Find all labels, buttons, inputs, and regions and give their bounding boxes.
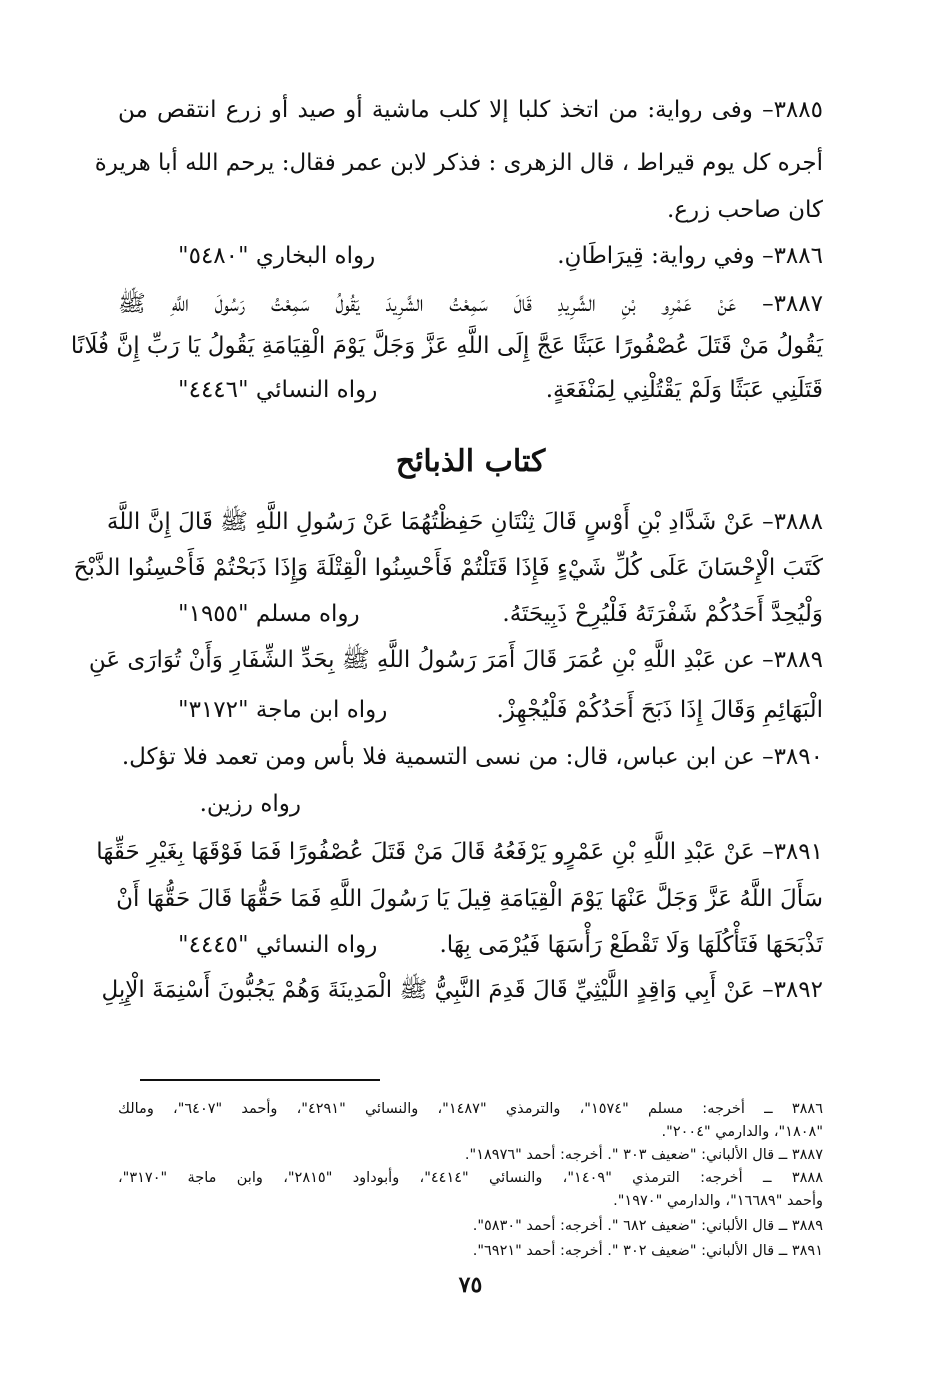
hadith-3885-line-1: ٣٨٨٥– وفى رواية: من اتخذ كلبا إلا كلب ماشية أو صيد أو زرع انتقص من (118, 97, 823, 123)
hadith-3888-line-2: كَتَبَ الْإِحْسَانَ عَلَى كُلِّ شَيْءٍ فَإِذَا قَتَلْتُمْ فَأَحْسِنُوا الْقِتْلَةَ وَإِذَا ذَبَحْتُمْ فَأَحْسِنُوا الذَّبْحَ (73, 555, 823, 581)
hadith-3888-source: رواه مسلم "١٩٥٥" (178, 601, 360, 627)
footnote-3889: ٣٨٨٩ ــ قال الألباني: "ضعيف ٦٨٢ ". أخرجه: أحمد "٥٨٣٠". (472, 1218, 823, 1234)
hadith-3891-line-3: تَذْبَحَهَا فَتَأْكُلَهَا وَلَا تَقْطَعْ رَأْسَهَا فَيُرْمَى بِهَا. رواه النسائي "٤٤٤٥" (118, 925, 823, 965)
chapter-title: كتاب الذبائح (395, 444, 546, 479)
hadith-3891-line-1: ٣٨٩١– عَنْ عَبْدِ اللَّهِ بْنِ عَمْرٍو يَرْفَعُهُ قَالَ مَنْ قَتَلَ عُصْفُورًا فَمَا فَوْقَهَا بِغَيْرِ حَقِّهَا (96, 839, 823, 865)
footnote-3888-line-2: وأحمد "١٦٦٨٩"، والدارمي "١٩٧٠". (613, 1193, 823, 1209)
hadith-3887-line-2: يَقُولُ مَنْ قَتَلَ عُصْفُورًا عَبَثًا عَجَّ إِلَى اللَّهِ عَزَّ وَجَلَّ يَوْمَ الْقِيَامَةِ يَقُولُ يَا رَبِّ إِنَّ فُلَانًا (70, 333, 823, 359)
hadith-3886-line-1: ٣٨٨٦– وفي رواية: قِيرَاطَانِ. رواه البخاري "٥٤٨٠" (118, 236, 823, 276)
hadith-3887-source: رواه النسائي "٤٤٤٦" (178, 377, 378, 403)
footnote-3891: ٣٨٩١ ــ قال الألباني: "ضعيف ٣٠٢ ". أخرجه: أحمد "٦٩٢١". (472, 1243, 823, 1259)
footnote-3887: ٣٨٨٧ ــ قال الألباني: "ضعيف ٣٠٣ ". أخرجه: أحمد "١٨٩٧٦". (464, 1147, 823, 1163)
hadith-3888-line-1: ٣٨٨٨– عَنْ شَدَّادِ بْنِ أَوْسٍ قَالَ ثِنْتَانِ حَفِظْتُهُمَا عَنْ رَسُولِ اللَّهِ ﷺ قَالَ إِنَّ اللَّهَ (106, 509, 823, 535)
hadith-3888-line-3: وَلْيُحِدَّ أَحَدُكُمْ شَفْرَتَهُ فَلْيُرِحْ ذَبِيحَتَهُ. رواه مسلم "١٩٥٥" (118, 594, 823, 634)
page-number: ٧٥ (458, 1272, 483, 1298)
footnote-3886-line-1: ٣٨٨٦ ــ أخرجه: مسلم "١٥٧٤"، والترمذي "١٤٨٧"، والنسائي "٤٢٩١"، وأحمد "٦٤٠٧"، ومالك (118, 1101, 823, 1117)
hadith-3885-line-2: أجره كل يوم قيراط ، قال الزهرى : فذكر لابن عمر فقال: يرحم الله أبا هريرة (94, 150, 823, 176)
footnote-3886-line-2: "١٨٠٨"، والدارمي "٢٠٠٤". (661, 1124, 823, 1140)
hadith-3889-line-1: ٣٨٨٩– عن عَبْدِ اللَّهِ بْنِ عُمَرَ قَالَ أَمَرَ رَسُولُ اللَّهِ ﷺ بِحَدِّ الشِّفَارِ وَأَنْ تُوَارَى عَنِ (88, 647, 823, 673)
hadith-3890-source: رواه رزين. (199, 791, 301, 817)
hadith-3887-line-3: قَتَلَنِي عَبَثًا وَلَمْ يَقْتُلْنِي لِمَنْفَعَةٍ. رواه النسائي "٤٤٤٦" (118, 370, 823, 410)
footnote-3888-line-1: ٣٨٨٨ ــ أخرجه: الترمذي "١٤٠٩"، والنسائي "٤٤١٤"، وأبوداود "٢٨١٥"، وابن ماجة "٣١٧٠"، (118, 1170, 823, 1186)
hadith-3892-line-1: ٣٨٩٢– عَنْ أَبِي وَاقِدٍ اللَّيْثِيِّ قَالَ قَدِمَ النَّبِيُّ ﷺ الْمَدِينَةَ وَهُمْ يَجُبُّونَ أَسْنِمَةَ الْإِبِلِ (101, 977, 823, 1003)
hadith-3887-line-1: ٣٨٨٧– عَنْ عَمْرِو بْنِ الشَّرِيدِ قَالَ سَمِعْتُ الشَّرِيدَ يَقُولُ سَمِعْتُ رَسُولَ اللَّهِ ﷺ (118, 291, 823, 317)
hadith-3885-line-3: كان صاحب زرع. (666, 197, 823, 223)
hadith-3891-line-2: سَأَلَ اللَّهُ عَزَّ وَجَلَّ عَنْهَا يَوْمَ الْقِيَامَةِ قِيلَ يَا رَسُولَ اللَّهِ فَمَا حَقُّهَا قَالَ حَقُّهَا أَنْ (116, 886, 823, 912)
hadith-3886-source: رواه البخاري "٥٤٨٠" (178, 243, 376, 269)
hadith-3889-source: رواه ابن ماجة "٣١٧٢" (178, 697, 388, 723)
footnote-divider (140, 1079, 380, 1081)
hadith-3889-line-2: الْبَهَائِمِ وَقَالَ إِذَا ذَبَحَ أَحَدُكُمْ فَلْيُجْهِزْ. رواه ابن ماجة "٣١٧٢" (118, 690, 823, 730)
hadith-3891-source: رواه النسائي "٤٤٤٥" (178, 932, 378, 958)
hadith-3890-line-1: ٣٨٩٠– عن ابن عباس، قال: من نسى التسمية فلا بأس ومن تعمد فلا تؤكل. (121, 744, 823, 770)
